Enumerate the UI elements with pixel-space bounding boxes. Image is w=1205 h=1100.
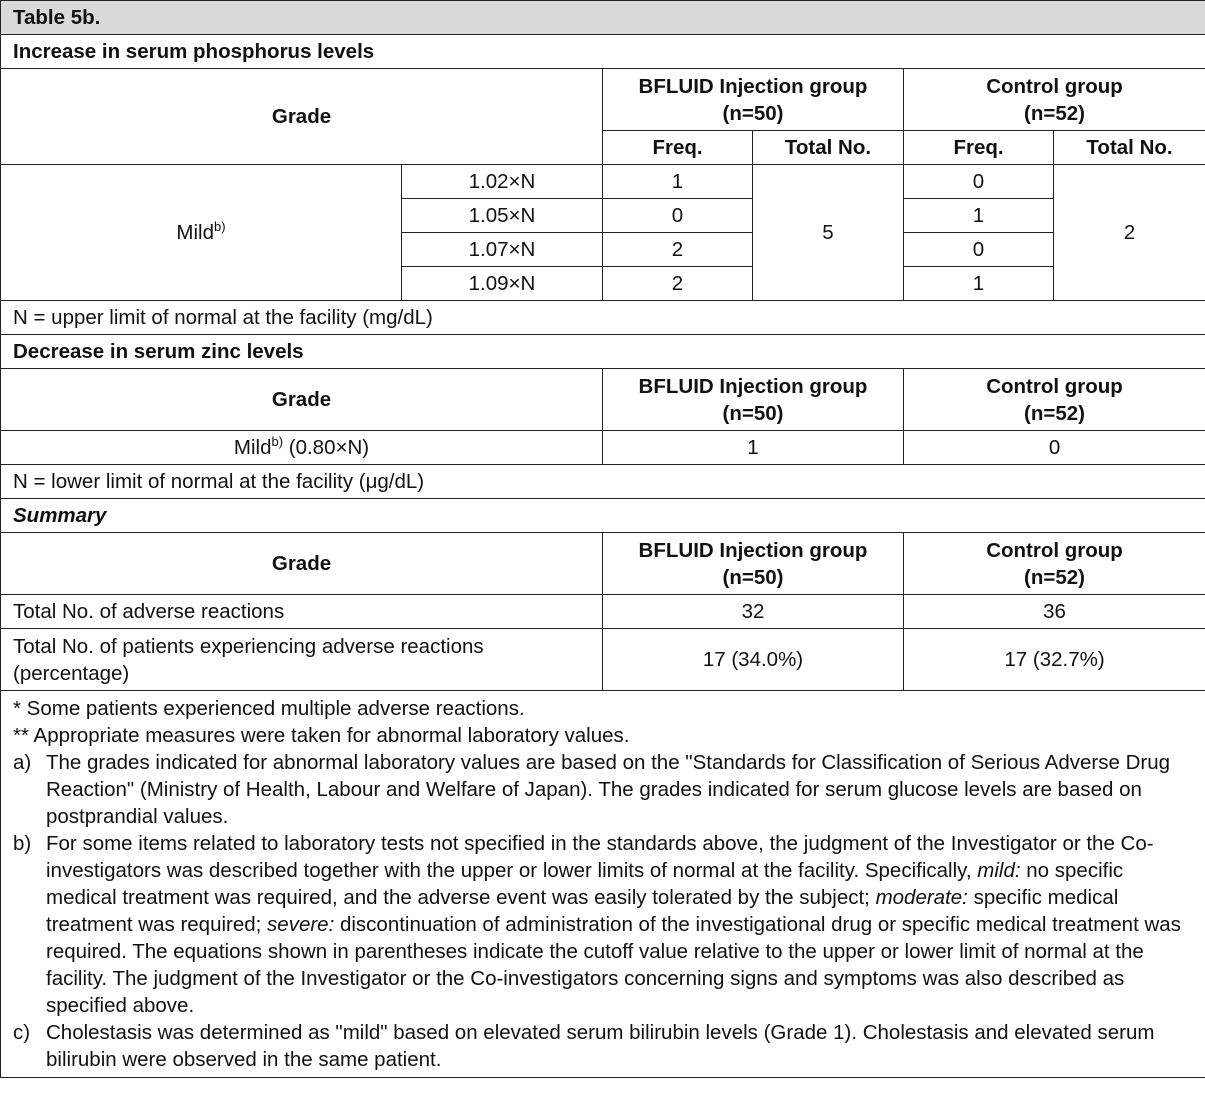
footnotes: [1, 691, 1205, 1078]
group1-total-header: Total No.: [753, 131, 904, 165]
group2-name: Control group: [986, 538, 1123, 562]
summary-heading: Summary: [1, 499, 1205, 533]
table-row: [1, 165, 1205, 199]
group1-freq: 2: [603, 267, 753, 301]
group2-name: Control group: [986, 374, 1123, 398]
footnote-b-ref: b): [271, 434, 284, 450]
group2-freq: 1: [904, 199, 1054, 233]
summary-group2-value: 17 (32.7%): [904, 629, 1205, 691]
phosphorus-level: 1.02×N: [402, 165, 603, 199]
group1-name: BFLUID Injection group: [638, 538, 868, 562]
phosphorus-level: 1.09×N: [402, 267, 603, 301]
summary-group1-header: [603, 533, 904, 595]
footnote-b-moderate: moderate:: [875, 886, 968, 909]
group2-freq: 0: [904, 233, 1054, 267]
zinc-mild-equation: (0.80×N): [283, 436, 370, 459]
mild-text: Mild: [233, 436, 272, 459]
zinc-note: N = lower limit of normal at the facility (μg/dL): [1, 465, 1205, 499]
group2-n: (n=52): [1024, 401, 1085, 425]
group1-total: 5: [753, 165, 904, 301]
zinc-group2-header: [904, 369, 1205, 431]
summary-row-label: Total No. of patients experiencing adverse reactions (percentage): [1, 629, 603, 691]
footnote-b-part3: specific medical treatment was required;: [46, 886, 1119, 936]
table-title: Table 5b.: [1, 1, 1205, 35]
group1-freq: 2: [603, 233, 753, 267]
group2-total: 2: [1054, 165, 1205, 301]
mild-text: Mild: [176, 221, 215, 244]
footnote-star2: ** Appropriate measures were taken for abnormal laboratory values.: [13, 724, 630, 747]
footnote-b-part2: no specific medical treatment was required, and the adverse event was easily tolerated by the subject;: [46, 859, 1124, 909]
group1-n: (n=50): [722, 401, 784, 425]
footnote-b: [13, 830, 1193, 1019]
group1-freq-header: Freq.: [603, 131, 753, 165]
group2-n: (n=52): [1024, 565, 1085, 589]
group1-n: (n=50): [722, 101, 784, 125]
group2-name: Control group: [986, 74, 1123, 98]
footnote-c: [13, 1019, 1193, 1073]
group1-freq: 0: [603, 199, 753, 233]
summary-group1-value: 17 (34.0%): [603, 629, 904, 691]
footnote-b-part4: discontinuation of administration of the investigational drug or specific medical treatment was required. The equations shown in parentheses indicate the cutoff value relative to the upper or lower limit of normal at the facility. The judgment of the Investigator or the Co-investigators concerning signs and symptoms was also described as specified above.: [46, 913, 1181, 1017]
zinc-heading: Decrease in serum zinc levels: [1, 335, 1205, 369]
zinc-grade-header: Grade: [1, 369, 603, 431]
footnote-c-text: Cholestasis was determined as "mild" based on elevated serum bilirubin levels (Grade 1). Cholestasis and elevated serum bilirubin were observed in the same patient.: [46, 1021, 1155, 1071]
phosphorus-note: N = upper limit of normal at the facility (mg/dL): [1, 301, 1205, 335]
footnote-a-text: The grades indicated for abnormal laboratory values are based on the "Standards for Classification of Serious Adverse Drug Reaction" (Ministry of Health, Labour and Welfare of Japan). The grades indicated for serum glucose levels are based on postprandial values.: [46, 751, 1171, 828]
footnote-b-text: [46, 830, 1193, 1019]
footnote-b-label: b): [13, 832, 32, 855]
group1-freq: 1: [603, 165, 753, 199]
zinc-group2-value: 0: [904, 431, 1205, 465]
phosphorus-level: 1.05×N: [402, 199, 603, 233]
phosphorus-level: 1.07×N: [402, 233, 603, 267]
group2-freq-header: Freq.: [904, 131, 1054, 165]
summary-group2-value: 36: [904, 595, 1205, 629]
group1-name: BFLUID Injection group: [638, 374, 868, 398]
table-row: [1, 629, 1205, 691]
zinc-mild-label: [1, 431, 603, 465]
group2-freq: 1: [904, 267, 1054, 301]
footnote-a: [13, 749, 1193, 830]
footnote-c-label: c): [13, 1021, 31, 1044]
group2-freq: 0: [904, 165, 1054, 199]
group2-total-header: Total No.: [1054, 131, 1205, 165]
summary-grade-header: Grade: [1, 533, 603, 595]
zinc-group1-value: 1: [603, 431, 904, 465]
group2-n: (n=52): [1024, 101, 1085, 125]
footnote-a-label: a): [13, 751, 32, 774]
footnote-b-severe: severe:: [267, 913, 335, 936]
group1-n: (n=50): [722, 565, 784, 589]
phosphorus-group1-header: [603, 69, 904, 131]
footnote-b-mild: mild:: [977, 859, 1021, 882]
phosphorus-heading: Increase in serum phosphorus levels: [1, 35, 1205, 69]
summary-row-label: Total No. of adverse reactions: [1, 595, 603, 629]
phosphorus-mild-label: [1, 165, 402, 301]
table-row: [1, 431, 1205, 465]
phosphorus-grade-header: Grade: [1, 69, 603, 165]
summary-group2-header: [904, 533, 1205, 595]
summary-group1-value: 32: [603, 595, 904, 629]
footnote-star1: * Some patients experienced multiple adverse reactions.: [13, 697, 525, 720]
table-row: [1, 595, 1205, 629]
phosphorus-group2-header: [904, 69, 1205, 131]
zinc-group1-header: [603, 369, 904, 431]
footnote-b-part1: For some items related to laboratory tests not specified in the standards above, the judgment of the Investigator or the Co-investigators was described together with the upper or lower limits of normal at the facility. Specifically,: [46, 832, 1154, 882]
group1-name: BFLUID Injection group: [638, 74, 868, 98]
footnote-b-ref: b): [214, 219, 226, 235]
